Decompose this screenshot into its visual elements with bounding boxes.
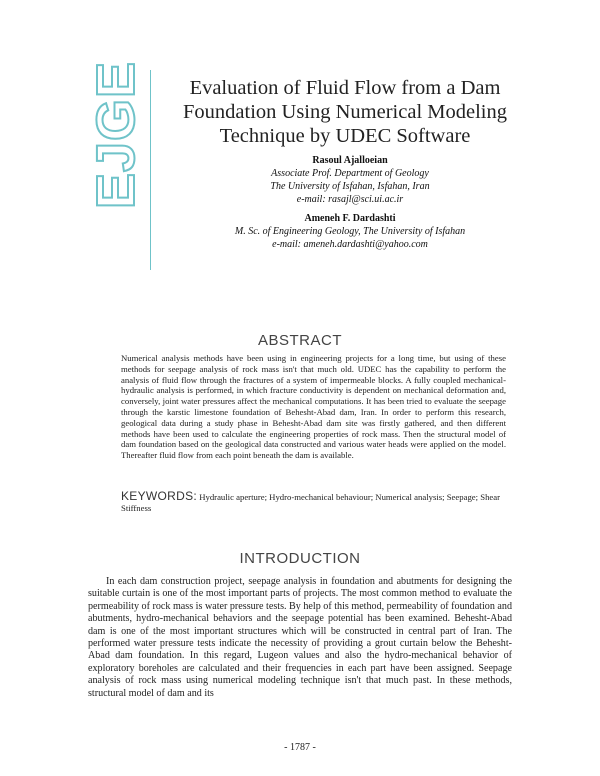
page-number: - 1787 -	[284, 742, 316, 753]
header-divider	[150, 70, 151, 270]
paper-title: Evaluation of Fluid Flow from a Dam Foundation Using Numerical Modeling Technique by UDEC Software	[183, 77, 507, 147]
abstract-text: Numerical analysis methods have been using in engineering projects for a long time, but using of these methods for seepage analysis of rock mass isn't that much old. UDEC has the capability to perform the analysis of fluid flow through the fractures of a system of impermeable blocks. A fully coupled mechanical-hydraulic analysis is performed, in which fracture conductivity is dependent on mechanical deformation and, conversely, joint water pressures affect the mechanical computations. It has been tried to evaluate the seepage through the karstic limestone foundation of Behesht-Abad dam, Iran. In order to perform this research, geological data during a study phase in Behesht-Abad dam site was firstly gathered, and then different methods have been used to calculate the engineering properties of rock mass. Then the structural model of dam foundation based on the geological data constructed and various water heads were applied on the model. Thereafter fluid flow from each point beneath the dam is available.	[121, 353, 506, 461]
keywords-block	[121, 491, 506, 514]
author-name: Rasoul Ajalloeian	[312, 155, 388, 166]
abstract-heading: ABSTRACT	[257, 332, 342, 349]
author-affiliation: Associate Prof. Department of Geology	[271, 168, 429, 179]
introduction-heading: INTRODUCTION	[239, 550, 361, 567]
keywords-label: KEYWORDS:	[121, 489, 198, 503]
keywords-text: Hydraulic aperture; Hydro-mechanical behaviour; Numerical analysis; Seepage; Shear Stiffness	[121, 492, 501, 513]
logo-text: EJGE	[86, 60, 146, 210]
author-email[interactable]: e-mail: ameneh.dardashti@yahoo.com	[272, 239, 428, 250]
author-email[interactable]: e-mail: rasajl@sci.ui.ac.ir	[296, 194, 404, 205]
author-name: Ameneh F. Dardashti	[304, 213, 396, 224]
introduction-text: In each dam construction project, seepage analysis in foundation and abutments for designing the suitable curtain is one of the most important parts of projects. The most common method to evaluate the permeability of rock mass is water pressure tests. By help of this method, permeability of foundation and abutments, hydro-mechanical behaviors and the seepage potential has been examined. Behesht-Abad dam is one of the most important structures which will be constructed in central part of Iran. The performed water pressure tests indicate the necessity of providing a grout curtain below the Behesht-Abad dam foundation. In this regard, Lugeon values and also the hydro-mechanical behavior of exploratory boreholes are calculated and their frequencies in each part have been assigned. Seepage analysis of rock mass using numerical modeling technique isn't that much past. In these methods, structural model of dam and its	[88, 576, 512, 699]
author-affiliation: The University of Isfahan, Isfahan, Iran	[270, 181, 430, 192]
author-block	[200, 154, 500, 251]
author-affiliation: M. Sc. of Engineering Geology, The University of Isfahan	[234, 226, 466, 237]
journal-logo	[86, 60, 146, 210]
